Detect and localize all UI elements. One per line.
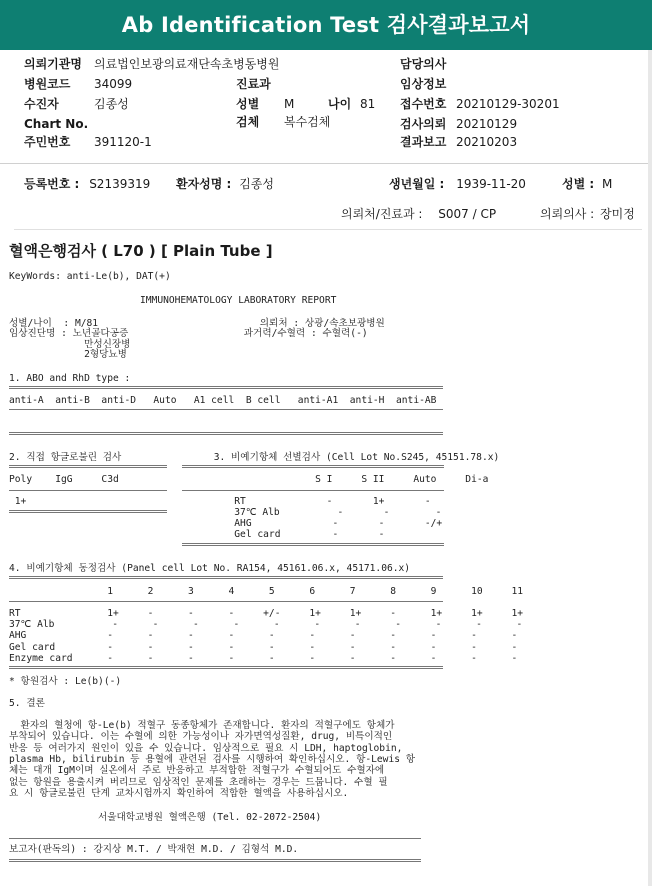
sex-label: 성별 [236,97,260,111]
rule [9,409,443,410]
specimen-value: 복수검체 [284,115,331,129]
reg-dept-label: 의뢰처/진료과 : [341,207,423,221]
keywords: KeyWords: anti-Le(b), DAT(+) [9,271,171,282]
reg-sex-value: M [602,177,613,191]
divider [0,163,652,164]
reg-sex-label: 성별 : [562,177,595,191]
reg-sex [562,176,612,192]
institution-value: 의료법인보광의료재단속초병동병원 [94,57,280,71]
divider [14,229,642,230]
rule [9,490,167,491]
double-rule [9,666,443,669]
panel-row: RT 1+ - - - +/- 1+ 1+ - 1+ 1+ 1+ [9,608,524,619]
request-label: 검사의뢰 [400,117,447,131]
patient-label: 수진자 [24,97,59,111]
conclusion-line: plasma Hb, bilirubin 등 용혈에 관련된 검사를 시행하여 확인하십시오. 항-Lewis 항 [9,754,416,765]
conclusion-title: 5. 결론 [9,698,45,709]
lab-name: 서울대학교병원 혈액은행 (Tel. 02-2072-2504) [98,812,322,823]
ssn-label: 주민번호 [24,135,71,149]
reg-dept [341,206,496,222]
report-line: 임상진단명 : 노년골다공증 과거력/수혈력 : 수혈력(-) [9,328,368,339]
reg-dob [389,176,526,192]
double-rule [9,465,167,468]
reg-doctor-label: 의뢰의사 : [540,207,595,221]
report-header: Ab Identification Test 검사결과보고서 [0,0,652,50]
age-label: 나이 [328,97,352,111]
reg-patient-value: 김종성 [239,177,274,191]
report-line: 성별/나이 : M/81 의뢰처 : 상광/속초보광병원 [9,318,385,329]
reg-no [24,176,150,192]
conclusion-line: 체는 대개 IgM이며 실온에서 주로 반응하고 부적합한 적혈구가 수혈되어도 수혈자에 [9,765,385,776]
dat-screen-title: 2. 직접 항글로불린 검사 3. 비예기항체 선별검사 (Cell Lot No.S245, 45151.78.x) [9,452,500,463]
rule [9,601,443,602]
receipt-value: 20210129-30201 [456,97,560,111]
abo-header: anti-A anti-B anti-D Auto A1 cell B cell anti-A1 anti-H anti-AB [9,395,437,406]
reg-doctor [540,206,635,222]
clinical-label: 임상정보 [400,77,447,91]
age-value: 81 [360,97,376,111]
patient-value: 김종성 [94,97,129,111]
dat-screen-row: 1+ RT - 1+ - [9,496,431,507]
reg-no-label: 등록번호 : [24,177,80,191]
dat-screen-header: Poly IgG C3d S I S II Auto Di-a [9,474,489,485]
reporters: 보고자(판독의) : 강지상 M.T. / 박재현 M.D. / 김형석 M.D. [9,844,299,855]
panel-row: Gel card - - - - - - - - - - - [9,642,518,653]
screen-row: 37℃ Alb - - - [9,507,442,518]
rule [182,490,444,491]
conclusion-line: 요 시 항글로불린 단계 교차시험까지 확인하여 적합한 혈액을 사용하십시오. [9,788,349,799]
lab-title: IMMUNOHEMATOLOGY LABORATORY REPORT [140,295,337,306]
antigen-test: * 항원검사 : Le(b)(-) [9,676,122,687]
doctor-label: 담당의사 [400,57,447,71]
conclusion-line: 없는 항원을 용출시켜 버리므로 임상적인 문제를 초래하는 경우는 드뭅니다. 수혈 필 [9,777,388,788]
ssn-value: 391120-1 [94,135,152,149]
reg-dept-value: S007 / CP [438,207,497,221]
panel-row: 37℃ Alb - - - - - - - - - - - [9,619,523,630]
reg-patient [176,176,274,192]
hospital-code-value: 34099 [94,77,133,91]
rule [9,838,421,839]
specimen-label: 검체 [236,115,260,129]
institution-label: 의뢰기관명 [24,57,82,71]
reg-dob-value: 1939-11-20 [456,177,526,191]
conclusion-line: 부착되어 있습니다. 이는 수혈에 의한 가능성이나 자가면역성질환, drug, 비특이적인 [9,731,393,742]
double-rule [9,386,443,389]
reg-patient-label: 환자성명 : [176,177,232,191]
hospital-code-label: 병원코드 [24,77,71,91]
double-rule [182,465,444,468]
panel-header: 1 2 3 4 5 6 7 8 9 10 11 [9,586,524,597]
conclusion-line: 반응 등 여러가지 원인이 있을 수 있습니다. 임상적으로 필요 시 LDH, haptoglobin, [9,743,403,754]
report-date-value: 20210203 [456,135,518,149]
scrollbar[interactable] [648,50,652,886]
section-title: 혈액은행검사 ( L70 ) [ Plain Tube ] [9,242,273,260]
panel-row: Enzyme card - - - - - - - - - - - [9,653,518,664]
reg-dob-label: 생년월일 : [389,177,445,191]
receipt-label: 접수번호 [400,97,447,111]
panel-row: AHG - - - - - - - - - - - [9,630,518,641]
abo-title: 1. ABO and RhD type : [9,373,131,384]
double-rule [9,432,443,435]
screen-row: AHG - - -/+ [9,518,443,529]
reg-doctor-value: 장미정 [600,207,635,221]
screen-row: Gel card - - [9,529,385,540]
request-value: 20210129 [456,117,518,131]
report-line: 만성신장병 [9,339,131,350]
report-date-label: 결과보고 [400,135,447,149]
panel-title: 4. 비예기항체 동정검사 (Panel cell Lot No. RA154, 45161.06.x, 45171.06.x) [9,563,411,574]
report-line: 2형당뇨병 [9,349,127,360]
double-rule [9,859,421,862]
double-rule [182,543,444,546]
double-rule [9,576,443,579]
chart-label: Chart No. [24,117,89,131]
dept-label: 진료과 [236,77,271,91]
conclusion-line: 환자의 혈청에 항-Le(b) 적혈구 동종항체가 존재합니다. 환자의 적혈구에도 항체가 [9,720,395,731]
reg-no-value: S2139319 [89,177,151,191]
sex-value: M [284,97,295,111]
